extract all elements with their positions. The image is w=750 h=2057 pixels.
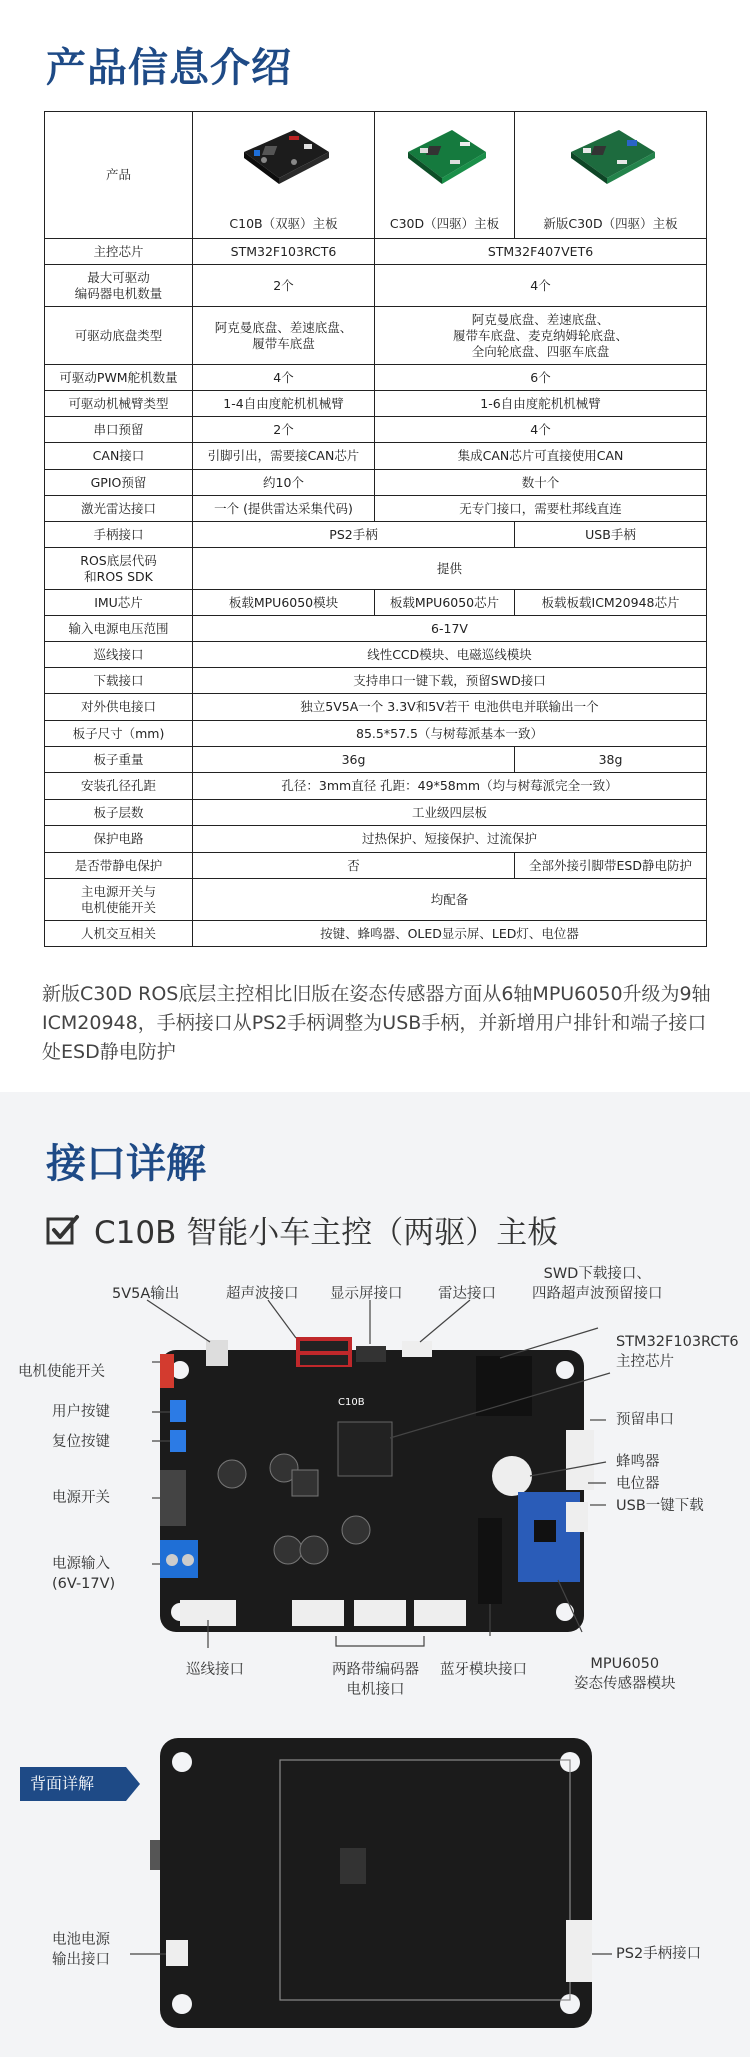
c30d-board-image [400,122,490,192]
table-row [45,668,707,694]
table-cell: 38g [515,747,707,773]
table-cell: STM32F103RCT6 [193,239,375,265]
table-row [45,642,707,668]
label-bluetooth: 蓝牙模块接口 [440,1662,527,1678]
table-row [45,800,707,826]
section-title: 产品信息介绍 [46,45,292,91]
table-row [45,365,707,391]
table-cell: 按键、蜂鸣器、OLED显示屏、LED灯、电位器 [193,921,707,947]
row-label: 人机交互相关 [45,921,193,947]
table-row [45,616,707,642]
spec-table [44,111,707,947]
table-cell: 引脚引出，需要接CAN芯片 [193,443,375,470]
back-detail-badge: 背面详解 [20,1767,126,1801]
c10b-board-image [234,122,334,192]
power-switch-shape [160,1470,186,1526]
table-row [45,747,707,773]
buzzer-shape [492,1456,532,1496]
label-ultrasonic: 超声波接口 [226,1286,299,1302]
label-display: 显示屏接口 [330,1286,403,1302]
row-label: 下载接口 [45,668,193,694]
table-row [45,112,707,239]
upgrade-note: 新版C30D ROS底层主控相比旧版在姿态传感器方面从6轴MPU6050升级为9轴ICM20948，手柄接口从PS2手柄调整为USB手柄，并新增用户排针和端子接口处ESD静电防护 [42,983,711,1063]
label-5v5a: 5V5A输出 [112,1286,180,1302]
board-label: C10B [338,1397,365,1408]
table-cell: 孔径：3mm直径 孔距：49*58mm（均与树莓派完全一致） [193,773,707,800]
row-label: IMU芯片 [45,590,193,616]
table-cell: 2个 [193,417,375,443]
reserve-uart-shape [566,1430,594,1490]
subsection-title: C10B 智能小车主控（两驱）主板 [94,1215,559,1251]
table-cell: 4个 [375,417,707,443]
label-ps2: PS2手柄接口 [616,1946,702,1962]
table-cell: 4个 [193,365,375,391]
table-cell: 过热保护、短接保护、过流保护 [193,826,707,853]
table-cell: 板载板载ICM20948芯片 [515,590,707,616]
mcu-chip-shape [338,1422,392,1476]
row-label: 产品 [45,112,193,239]
motor-enable-switch-shape [160,1354,174,1388]
table-row [45,721,707,747]
row-label: ROS底层代码 和ROS SDK [45,548,193,590]
row-label: 对外供电接口 [45,694,193,721]
table-cell: 4个 [375,265,707,307]
table-cell: 无专门接口，需要杜邦线直连 [375,496,707,522]
product-new-c30d [515,112,707,239]
table-cell: 均配备 [193,879,707,921]
usb-c-port-shape [206,1340,228,1366]
board-back [160,1738,592,2028]
table-cell: 2个 [193,265,375,307]
row-label: 最大可驱动 编码器电机数量 [45,265,193,307]
row-label: 板子层数 [45,800,193,826]
row-label: 串口预留 [45,417,193,443]
row-label: 主控芯片 [45,239,193,265]
label-usb-download: USB一键下载 [616,1498,704,1514]
section-title: 接口详解 [46,1141,206,1187]
table-cell: 约10个 [193,470,375,496]
table-cell: 工业级四层板 [193,800,707,826]
label-power-input: 电源输入 (6V-17V) [52,1556,116,1592]
table-cell: 阿克曼底盘、差速底盘、 履带车底盘 [193,307,375,365]
subsection-heading [46,1207,558,1252]
table-row [45,853,707,879]
row-label: 可驱动PWM舵机数量 [45,365,193,391]
row-label: 手柄接口 [45,522,193,548]
user-key-shape [170,1400,186,1422]
table-row [45,590,707,616]
row-label: 可驱动底盘类型 [45,307,193,365]
label-reset-key: 复位按键 [52,1434,110,1450]
table-row [45,522,707,548]
table-row [45,826,707,853]
table-cell: 6-17V [193,616,707,642]
label-battery-output: 电池电源 输出接口 [52,1932,110,1968]
new-c30d-board-image [561,122,661,192]
table-row [45,417,707,443]
table-cell: PS2手柄 [193,522,515,548]
reset-key-shape [170,1430,186,1452]
product-caption: C10B（双驱）主板 [229,216,338,231]
row-label: 输入电源电压范围 [45,616,193,642]
table-row [45,307,707,365]
table-cell: 85.5*57.5（与树莓派基本一致） [193,721,707,747]
label-radar: 雷达接口 [438,1286,496,1302]
label-motor-enable: 电机使能开关 [18,1364,105,1380]
table-cell: 线性CCD模块、电磁巡线模块 [193,642,707,668]
row-label: 是否带静电保护 [45,853,193,879]
table-cell: 阿克曼底盘、差速底盘、 履带车底盘、麦克纳姆轮底盘、 全向轮底盘、四驱车底盘 [375,307,707,365]
label-mcu: STM32F103RCT6 主控芯片 [616,1334,739,1370]
table-cell: 提供 [193,548,707,590]
row-label: 可驱动机械臂类型 [45,391,193,417]
label-user-key: 用户按键 [52,1404,110,1420]
row-label: CAN接口 [45,443,193,470]
table-row [45,391,707,417]
table-cell: 数十个 [375,470,707,496]
table-row [45,548,707,590]
product-c10b [193,112,375,239]
product-caption: C30D（四驱）主板 [389,216,500,231]
label-swd: SWD下载接口、 四路超声波预留接口 [532,1266,663,1302]
table-cell: 全部外接引脚带ESD静电防护 [515,853,707,879]
table-row [45,265,707,307]
table-cell: 1-4自由度舵机机械臂 [193,391,375,417]
label-encoder: 两路带编码器 电机接口 [332,1662,419,1698]
table-row [45,239,707,265]
label-line-follow: 巡线接口 [186,1662,244,1678]
table-cell: 支持串口一键下载，预留SWD接口 [193,668,707,694]
product-c30d [375,112,515,239]
table-cell: STM32F407VET6 [375,239,707,265]
table-row [45,879,707,921]
row-label: 保护电路 [45,826,193,853]
row-label: GPIO预留 [45,470,193,496]
table-cell: USB手柄 [515,522,707,548]
label-power-switch: 电源开关 [52,1490,110,1506]
label-reserve-uart: 预留串口 [616,1412,674,1428]
row-label: 巡线接口 [45,642,193,668]
table-row [45,773,707,800]
row-label: 板子尺寸（mm) [45,721,193,747]
label-mpu: MPU6050 姿态传感器模块 [574,1656,676,1692]
table-row [45,496,707,522]
table-cell: 1-6自由度舵机机械臂 [375,391,707,417]
row-label: 板子重量 [45,747,193,773]
table-cell: 板载MPU6050芯片 [375,590,515,616]
row-label: 安装孔径孔距 [45,773,193,800]
table-cell: 独立5V5A一个 3.3V和5V若干 电池供电并联输出一个 [193,694,707,721]
row-label: 激光雷达接口 [45,496,193,522]
table-row [45,921,707,947]
row-label: 主电源开关与 电机使能开关 [45,879,193,921]
table-row [45,470,707,496]
checkbox-icon [46,1213,80,1247]
label-potentiometer: 电位器 [616,1476,660,1492]
ps2-port-shape [566,1920,592,1982]
table-cell: 否 [193,853,515,879]
table-row [45,694,707,721]
table-cell: 6个 [375,365,707,391]
label-buzzer: 蜂鸣器 [616,1454,660,1470]
battery-output-port-shape [166,1940,188,1966]
table-cell: 36g [193,747,515,773]
table-cell: 一个 (提供雷达采集代码) [193,496,375,522]
table-cell: 板载MPU6050模块 [193,590,375,616]
product-caption: 新版C30D（四驱）主板 [543,216,678,231]
table-row [45,443,707,470]
table-cell: 集成CAN芯片可直接使用CAN [375,443,707,470]
